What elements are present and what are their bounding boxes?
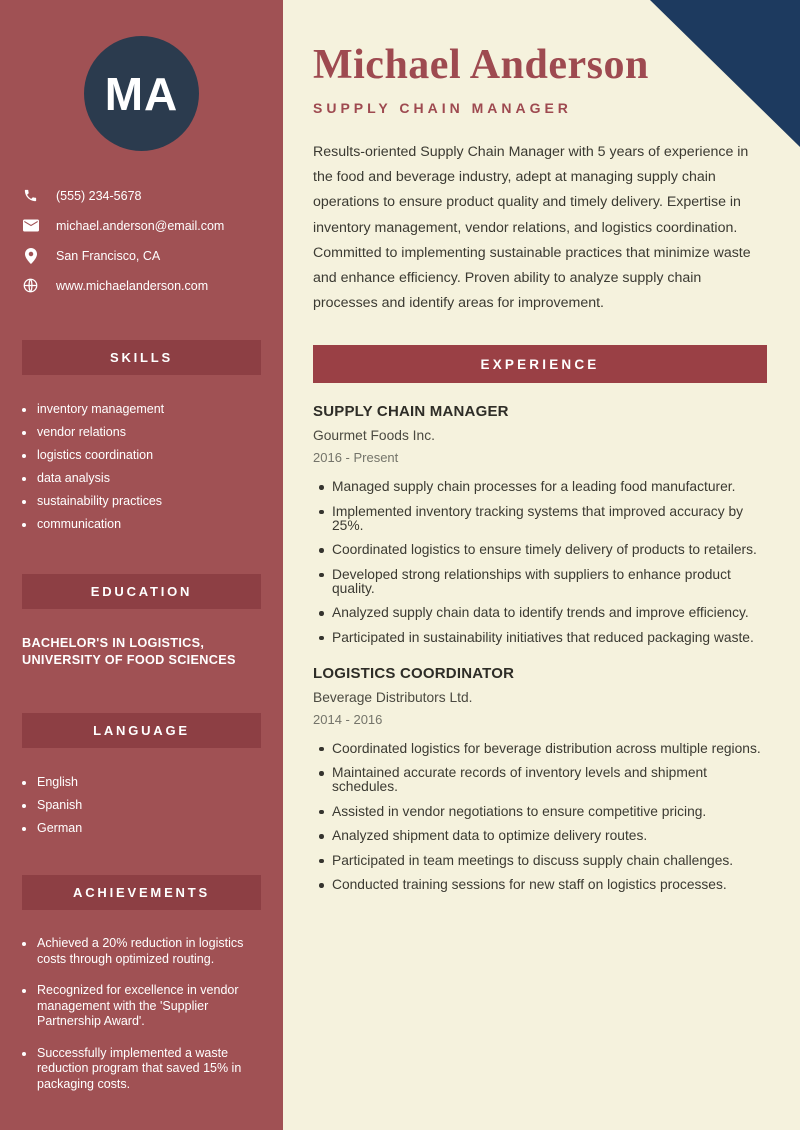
contact-website [22,278,283,293]
language-item: Spanish [22,799,283,812]
experience-title: EXPERIENCE [480,356,600,372]
skill-item: vendor relations [22,426,283,439]
language-list [22,776,283,835]
job-bullet: Implemented inventory tracking systems that improved accuracy by 25%. [313,505,767,533]
achievement-item: Recognized for excellence in vendor management with the 'Supplier Partnership Award'. [22,983,265,1030]
contact-phone [22,188,283,203]
language-title: LANGUAGE [93,722,190,738]
job-dates: 2014 - 2016 [313,711,383,727]
experience-section-header [313,345,767,383]
location-pin-icon [22,248,39,263]
job-bullet: Participated in team meetings to discuss supply chain challenges. [313,854,767,868]
achievements-list [22,936,265,1092]
job-bullet: Coordinated logistics for beverage distribution across multiple regions. [313,742,767,756]
job-bullet: Conducted training sessions for new staff on logistics processes. [313,878,767,892]
job-bullet: Assisted in vendor negotiations to ensure competitive pricing. [313,805,767,819]
skill-item: logistics coordination [22,449,283,462]
skill-item: inventory management [22,403,283,416]
contact-section [22,188,283,293]
skills-list [22,403,283,531]
job-bullet: Analyzed shipment data to optimize delivery routes. [313,829,767,843]
skill-item: communication [22,518,283,531]
job-company: Beverage Distributors Ltd. [313,689,473,705]
language-item: German [22,822,283,835]
job-dates: 2016 - Present [313,450,399,466]
job-bullet: Coordinated logistics to ensure timely delivery of products to retailers. [313,543,767,557]
phone-icon [22,188,39,203]
profile-summary: Results-oriented Supply Chain Manager with 5 years of experience in the food and beverage industry, adept at managing supply chain operations to ensure product quality and timely delivery. Expertise in inventory management, vendor relations, and logistics coordination. Committed to implementing sustainable practices that minimize waste and enhance efficiency. Proven ability to analyze supply chain processes and identify areas for improvement. [313,144,751,312]
language-section-header [22,713,261,748]
contact-email [22,218,283,233]
main-content [283,0,800,1130]
education-title: EDUCATION [90,583,193,599]
skills-title: SKILLS [109,350,174,365]
education-degree: BACHELOR'S IN LOGISTICS, UNIVERSITY OF FOOD SCIENCES [22,635,236,667]
job-bullet: Participated in sustainability initiatives that reduced packaging waste. [313,631,767,645]
avatar-initials: MA [104,67,179,120]
person-name: Michael Anderson [313,42,649,88]
job-title: SUPPLY CHAIN MANAGER [313,403,509,421]
skill-item: data analysis [22,472,283,485]
location-text: San Francisco, CA [56,248,161,263]
job-entry [313,403,767,645]
contact-location [22,248,283,263]
email-icon [22,218,39,233]
avatar [84,36,199,151]
sidebar [0,0,283,1130]
achievement-item: Achieved a 20% reduction in logistics costs through optimized routing. [22,936,265,967]
achievement-item: Successfully implemented a waste reduction program that saved 15% in packaging costs. [22,1046,265,1093]
job-bullet: Analyzed supply chain data to identify trends and improve efficiency. [313,606,767,620]
achievements-section-header [22,875,261,910]
skills-section-header [22,340,261,375]
phone-number: (555) 234-5678 [56,188,142,203]
job-bullet-list [313,480,767,645]
globe-icon [22,278,39,293]
email-address: michael.anderson@email.com [56,218,225,233]
job-entry [313,665,767,893]
skill-item: sustainability practices [22,495,283,508]
education-section-header [22,574,261,609]
job-company: Gourmet Foods Inc. [313,428,435,444]
person-role-title: SUPPLY CHAIN MANAGER [313,100,572,116]
job-bullet-list [313,742,767,893]
achievements-title: ACHIEVEMENTS [73,885,210,900]
job-bullet: Developed strong relationships with suppliers to enhance product quality. [313,568,767,596]
website-url: www.michaelanderson.com [56,278,209,293]
job-title: LOGISTICS COORDINATOR [313,664,515,682]
job-bullet: Maintained accurate records of inventory levels and shipment schedules. [313,766,767,794]
job-bullet: Managed supply chain processes for a leading food manufacturer. [313,480,767,494]
language-item: English [22,776,283,789]
